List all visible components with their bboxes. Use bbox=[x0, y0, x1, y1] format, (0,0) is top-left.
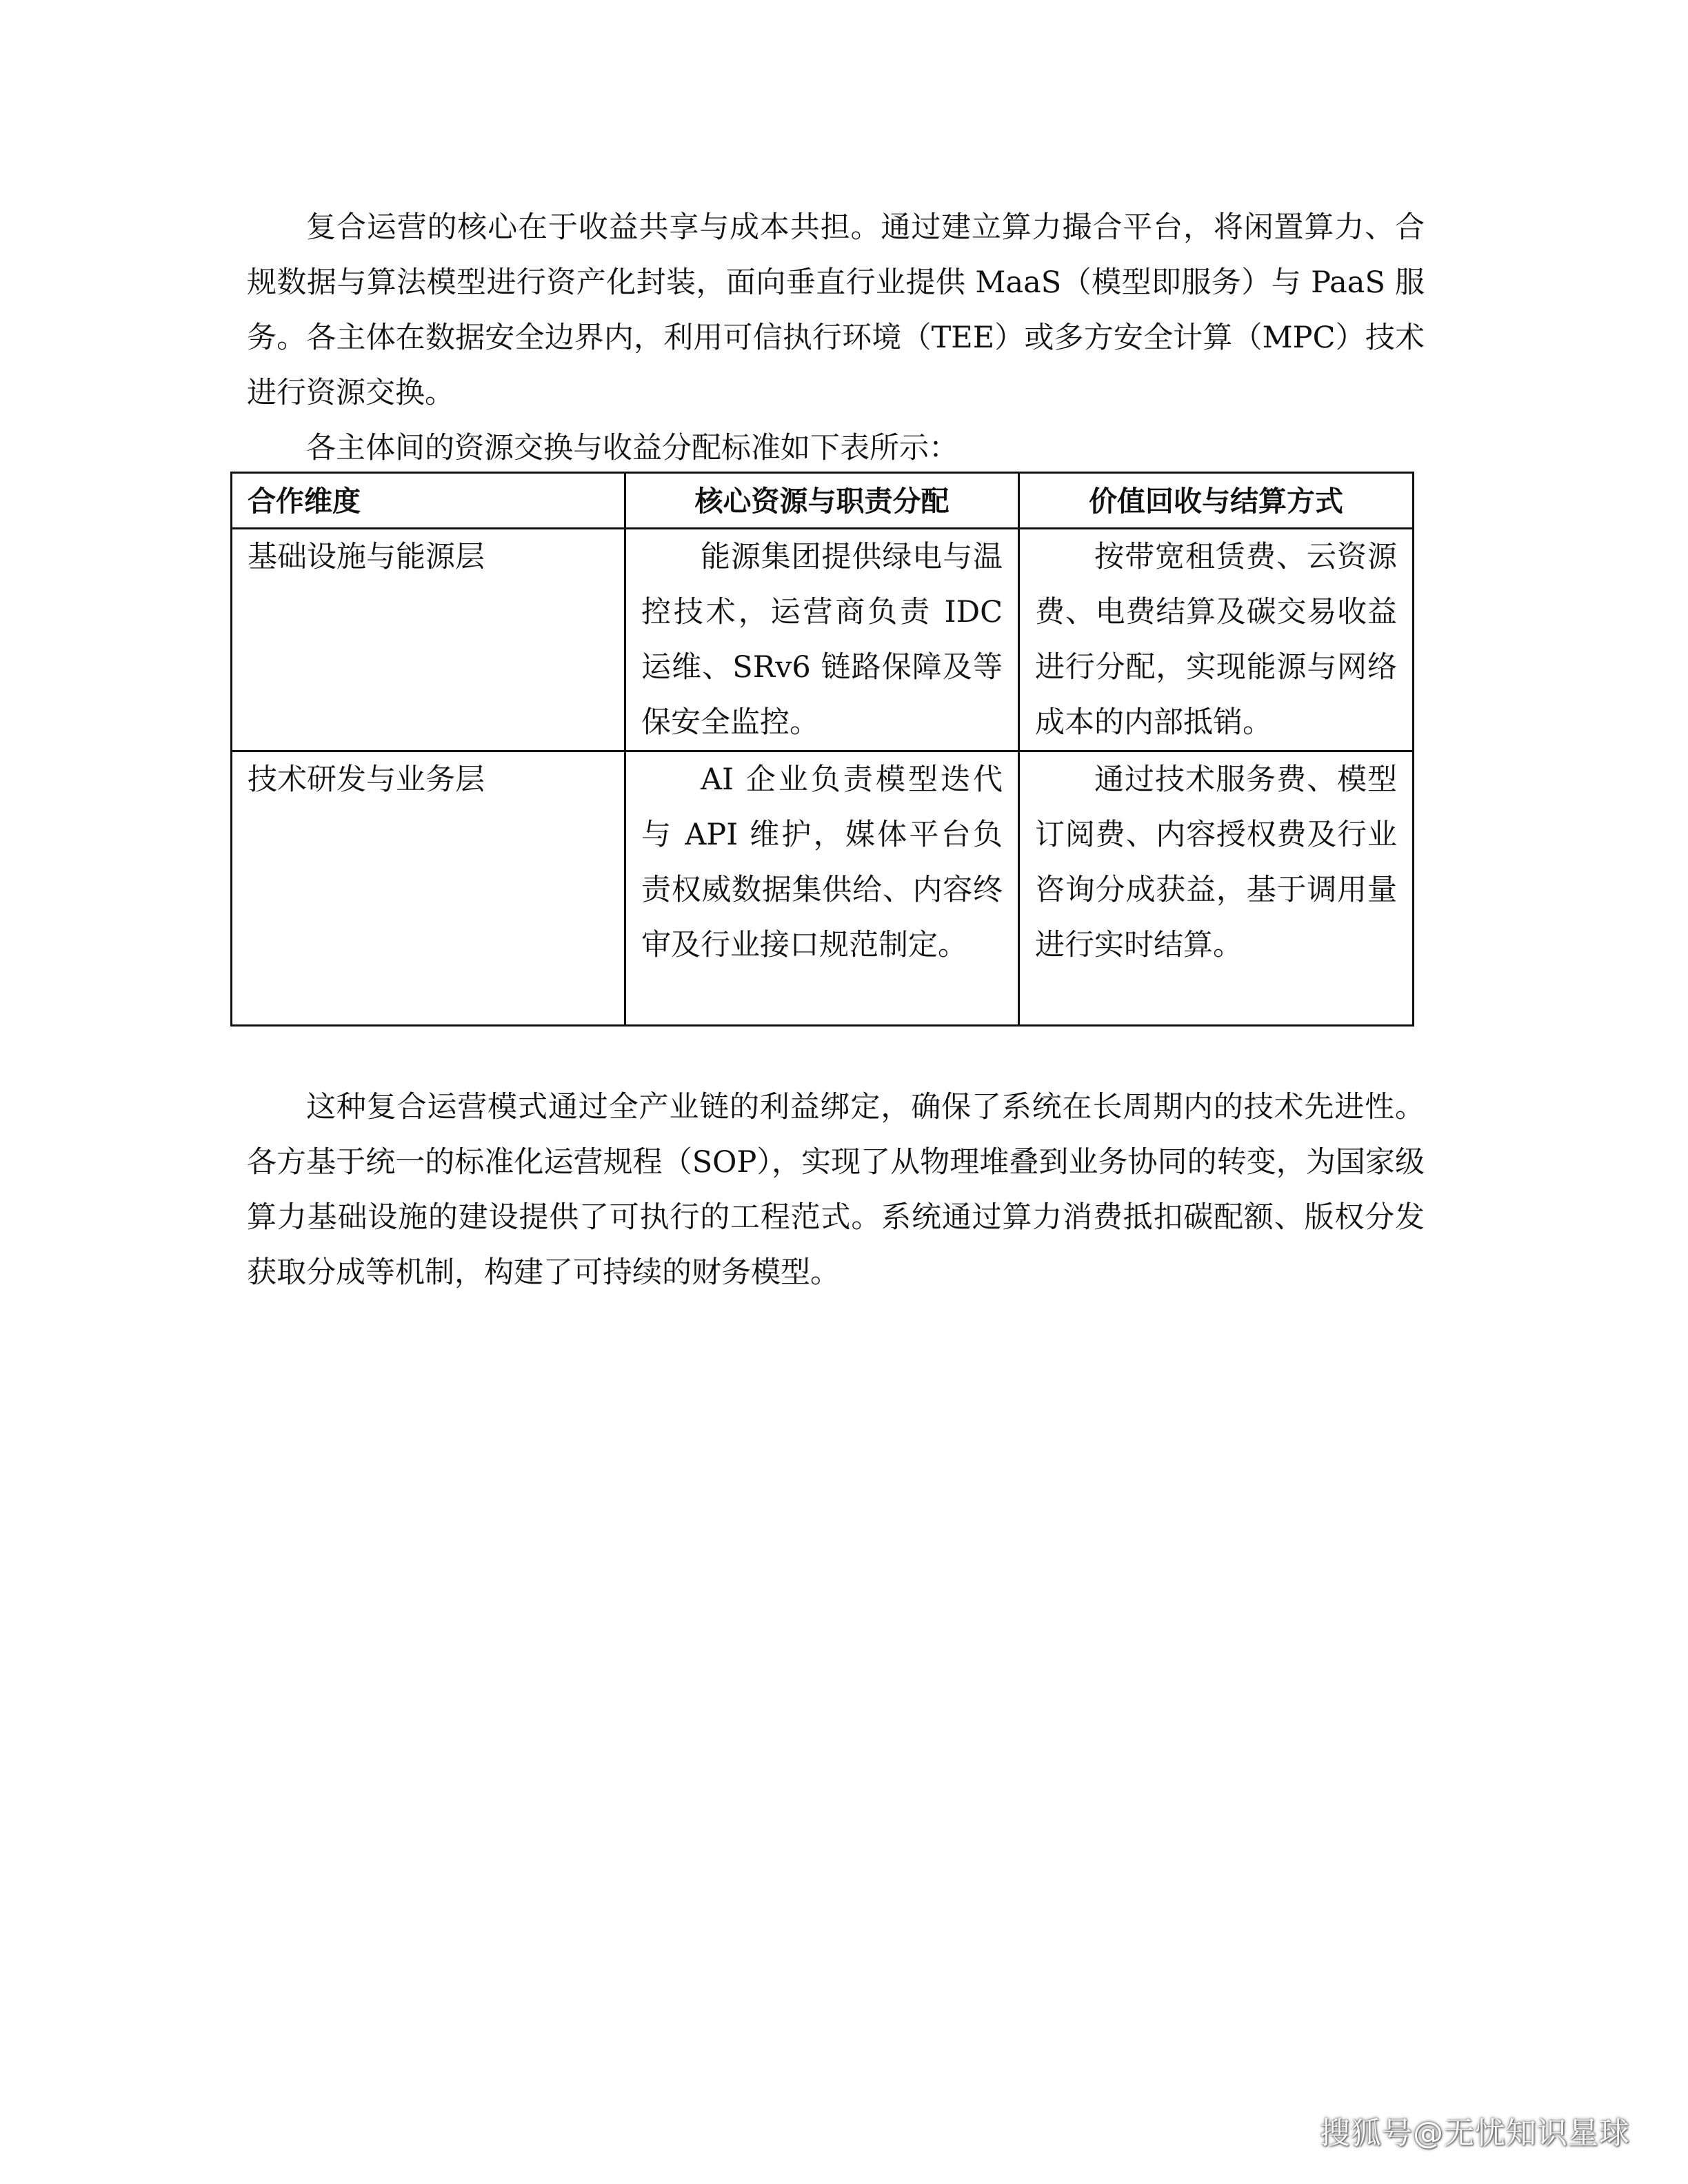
cell-value: 通过技术服务费、模型订阅费、内容授权费及行业咨询分成获益，基于调用量进行实时结算。 bbox=[1019, 751, 1414, 1026]
header-resources: 核心资源与职责分配 bbox=[625, 473, 1019, 529]
cell-dimension: 基础设施与能源层 bbox=[232, 529, 625, 751]
cell-dimension: 技术研发与业务层 bbox=[232, 751, 625, 1026]
cell-value: 按带宽租赁费、云资源费、电费结算及碳交易收益进行分配，实现能源与网络成本的内部抵销。 bbox=[1019, 529, 1414, 751]
paragraph-closing: 这种复合运营模式通过全产业链的利益绑定，确保了系统在长周期内的技术先进性。各方基于统一的标准化运营规程（SOP），实现了从物理堆叠到业务协同的转变，为国家级算力基础设施的建设提供了可执行的工程范式。系统通过算力消费抵扣碳配额、版权分发获取分成等机制，构建了可持续的财务模型。 bbox=[247, 1090, 1425, 1290]
document-body bbox=[247, 200, 1425, 476]
closing-section bbox=[247, 1080, 1425, 1300]
table-intro-line: 各主体间的资源交换与收益分配标准如下表所示： bbox=[306, 431, 958, 465]
table-row bbox=[232, 751, 1414, 1026]
header-dimension: 合作维度 bbox=[232, 473, 625, 529]
allocation-table bbox=[230, 472, 1414, 1027]
allocation-table-wrapper bbox=[230, 472, 1412, 1027]
cell-resources: AI 企业负责模型迭代与 API 维护，媒体平台负责权威数据集供给、内容终审及行业接口规范制定。 bbox=[625, 751, 1019, 1026]
header-value: 价值回收与结算方式 bbox=[1019, 473, 1414, 529]
table-row bbox=[232, 529, 1414, 751]
paragraph-intro: 复合运营的核心在于收益共享与成本共担。通过建立算力撮合平台，将闲置算力、合规数据与算法模型进行资产化封装，面向垂直行业提供 MaaS（模型即服务）与 PaaS 服务。各主体在数据安全边界内，利用可信执行环境（TEE）或多方安全计算（MPC）技术进行资源交换。 bbox=[247, 210, 1425, 410]
table-header-row bbox=[232, 473, 1414, 529]
cell-resources: 能源集团提供绿电与温控技术，运营商负责 IDC 运维、SRv6 链路保障及等保安全监控。 bbox=[625, 529, 1019, 751]
watermark: 搜狐号@无忧知识星球 bbox=[1320, 2116, 1630, 2151]
